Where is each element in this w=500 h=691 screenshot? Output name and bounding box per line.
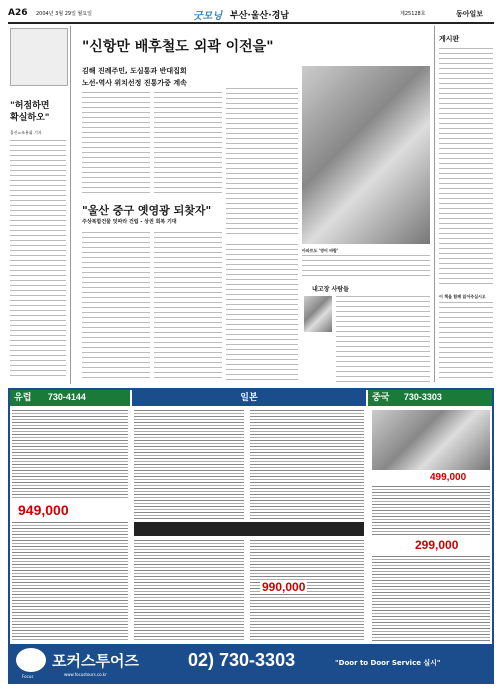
right-box-2-title: 이 책을 함께 읽어주십시오 [439, 294, 486, 299]
ad-phone-2: 730-3303 [403, 392, 442, 402]
issue-number: 제25128호 [400, 11, 426, 17]
paper-name: 동아일보 [456, 10, 484, 18]
left-body-text [10, 140, 66, 380]
ad-listing-center-3 [134, 540, 244, 642]
left-column [8, 26, 71, 384]
ad-header-china [368, 390, 492, 406]
article-photo [302, 66, 430, 244]
issue-date: 2004년 3월 29일 월요일 [36, 11, 93, 17]
ad-section [8, 388, 494, 684]
profile-title: 내고장 사람들 [312, 286, 349, 293]
left-byline: 울산=조용휘 기자 [10, 130, 42, 135]
ad-listing-left-1 [12, 410, 128, 500]
main-article-subtitle-2: 노선-역사 위치선정 진통가중 계속 [82, 79, 187, 87]
ad-china-label: 중국 [372, 392, 390, 402]
ad-price-3: 990,000 [262, 580, 306, 594]
page-header [8, 6, 494, 24]
sub-article-body-2 [154, 232, 222, 382]
ad-city-photo [372, 410, 490, 470]
sub-article-title: "울산 중구 옛영광 되찾자" [82, 204, 212, 217]
notice-body [439, 48, 493, 288]
main-article-body-3 [226, 88, 298, 238]
right-box-2-body [439, 302, 493, 382]
ad-japan-label: 일본 [240, 392, 258, 402]
main-article-body-1 [82, 92, 150, 196]
company-name: 포커스투어즈 [52, 652, 139, 670]
profile-photo [304, 296, 332, 332]
notice-column [434, 26, 495, 382]
section-prefix: 굿모닝 [193, 11, 222, 22]
ad-listing-right-2 [372, 556, 490, 642]
photo-caption-text [302, 255, 430, 277]
main-article-body-2 [154, 92, 222, 196]
ad-listing-center-1 [134, 410, 244, 520]
page-number: A26 [8, 8, 28, 18]
ad-banner-center [134, 522, 364, 536]
cartoon-image [10, 28, 68, 86]
focus-logo-text: Focus [22, 674, 34, 679]
section-title: 부산·울산·경남 [230, 11, 290, 21]
ad-header-europe [10, 390, 130, 406]
ad-listing-left-2 [12, 522, 128, 642]
ad-europe-label: 유럽 [14, 392, 32, 402]
ad-listing-right-1 [372, 486, 490, 536]
main-article-subtitle-1: 김해 진례주민, 도심통과 반대집회 [82, 67, 187, 75]
focus-logo-icon [16, 648, 46, 672]
notice-title: 게시판 [439, 35, 460, 43]
sub-article-body-1 [82, 232, 150, 382]
company-phone: 02) 730-3303 [188, 650, 296, 670]
ad-price-1: 299,000 [415, 538, 459, 552]
ad-listing-center-2 [250, 410, 364, 520]
ad-header-japan [132, 390, 366, 406]
company-url: www.focustours.co.kr [64, 672, 107, 677]
profile-text [336, 296, 430, 382]
main-article-title: "신항만 배후철도 외곽 이전을" [82, 39, 274, 55]
company-slogan: "Door to Door Service 실시" [335, 659, 441, 667]
sub-article-body-3 [226, 244, 298, 382]
ad-footer-banner [10, 644, 492, 682]
ad-price-2: 949,000 [18, 502, 69, 518]
ad-phone-1: 730-4144 [47, 392, 86, 402]
left-headline-1: "허점하면 [10, 101, 50, 111]
ad-price-4: 499,000 [430, 472, 467, 483]
left-headline-2: 확실하오" [10, 113, 50, 123]
photo-caption: 아파트도 '영어 바람' [302, 248, 339, 253]
sub-article-subtitle: 주상복합건물 잇따라 건립 - 상권 회복 기대 [82, 219, 177, 225]
